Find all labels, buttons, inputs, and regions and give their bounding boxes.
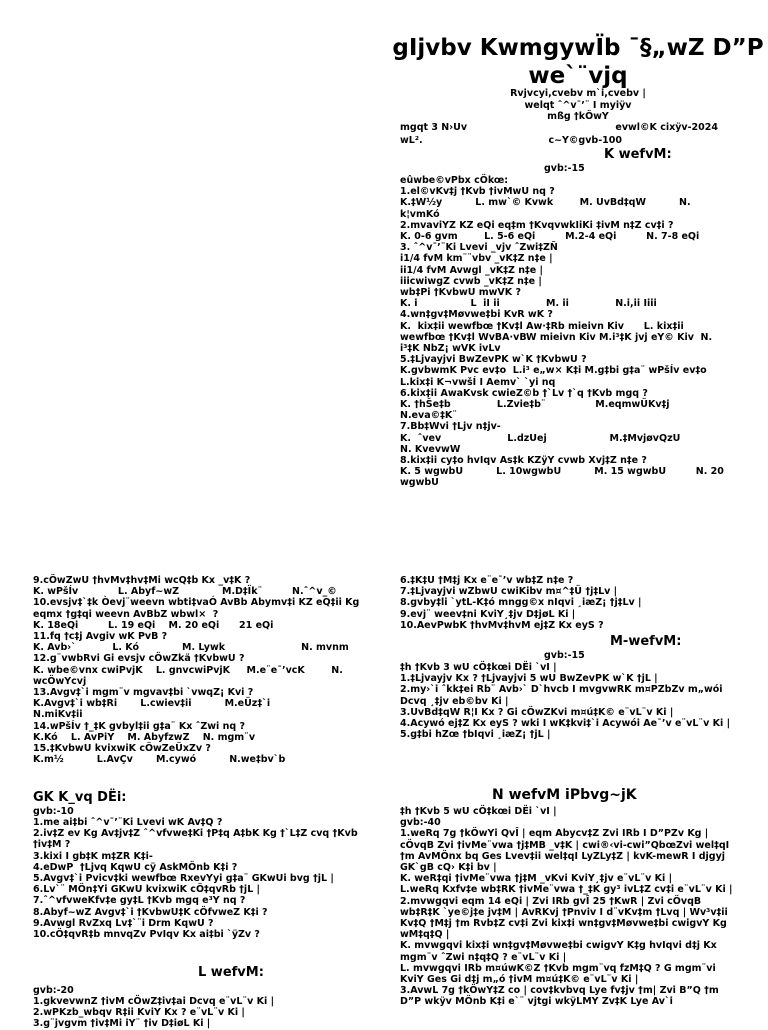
section-kha-heading: GK K_vq DËi: <box>33 790 127 805</box>
section-kha-questions: 1.me ai‡bi ˆ^v¯’¨Ki Lvevi wK Av‡Q ? 2.iv‡Z ev Kg Av‡jv‡Z ˆ^vfvwe‡Ki †P‡q A‡bK Kg †`L‡Z cvq †Kvb †iv‡M ? 3.kixi I gb‡K m‡ZR K‡i- 4.eDwP †Ljvq KqwU cÿ AskMÖnb K‡i ? 5.Avgv‡`i Pvicv‡ki wewfbœ RxevYyi g‡a¨ GKwUi bvg †jL | 6.Lv`¨ MÖn‡Yi GKwU kvixwiK cÖ‡qvRb †jL | 7.ˆ^vfvweKfv‡e gy‡L †Kvb mgq e³Y nq ? 8.Abyf~wZ Avgv‡`i †KvbwU‡K cÖfvweZ K‡i ? 9.Avwgl RvZxq Lv‡`¨i Drm KqwU ? 10.cÖ‡qvR‡b mnvqZv PvIqv Kx ai‡bi `ÿZv ? <box>33 817 358 941</box>
school-name: gIjvbv KwmgywÏb ¯§„wZ D”P we`¨vjq <box>392 35 764 89</box>
section-kha-marks: gvb:-10 <box>33 806 74 817</box>
address-line: Rvjvcyi,cvebv m`i,cvebv | <box>510 88 646 99</box>
meta-row-marks <box>400 135 718 146</box>
time-label: mgqt 3 N›Uv <box>400 122 468 133</box>
section-l-questions: 1.gkvevwnZ †ivM cÖwZ‡iv‡ai Dcvq e¨vL¨v Ki | 2.wPKzb_wbqv R‡ii KviY Kx ? e¨vL¨v Ki | 3.g¨jvgvm †iv‡Mi iY¨ †iv D‡iøL Ki | <box>33 996 275 1030</box>
section-k-continued-questions: 9.cÖwZwU †hvMv‡hv‡Mi wcQ‡b Kx _v‡K ? K. wPšÍv L. Abyf~wZ M.D‡Ïk¨ N.ˆ^v_© 10.evsjv‡`‡k Òevj¨weevn wbti‡vaÓ AvBb Abymv‡i KZ eQ‡ii Kg eqmx †g‡qi weevn AvBbZ wbwl× ? K. 18eQi L. 19 eQi M. 20 eQi 21 eQi 11.fq †c‡j Avgiv wK PvB ? K. Avb›` L. Kó M. Lywk N. mvnm 12.g¨vwbRvi Gi evsjv cÖwZkä †KvbwU ? K. wbe©vnx cwiPvjK L. gnvcwiPvjK M.e¨e¯’vcK N. wcÖwYcvj 13.Avgv‡`i mgm¨v mgvav‡bi `vwqZ¡ Kvi ? K.Avgv‡`i wb‡Ri L.cwiev‡ii M.eÜz‡`i N.miKv‡ii 14.wPšÍv †_‡K gvbyl‡ii g‡a¨ Kx ˆZwi nq ? K.Kó L. AvPiY M. AbyfzwZ N. mgm¨v 15.‡KvbwU kvixwiK cÖwZeÜxZv ? K.m½ L.AvÇv M.cywó N.we‡bv`b <box>33 575 360 766</box>
section-k-questions: eûwbe©vPbx cÖkœ: 1.el©vKv‡j †Kvb †ivMwU nq ? K.‡W½y L. mw`© Kvwk M. UvBd‡qW N. k¦vmKó 2.mvaviYZ KZ eQi eq‡m †KvqvwkIiKi ‡ivM n‡Z cv‡i ? K. 0-6 gvm L. 5-6 eQi M.2-4 eQi N. 7-8 eQi 3. ˆ^v¯’¨Ki Lvevi _vjv ˆZwi‡ZÑ i1/4 fvM km¨¨vbv _vK‡Z n‡e | ii1/4 fvM Avwgl _vK‡Z n‡e | iiicwiwgZ cvwb _vK‡Z n‡e | wb‡Pi †KvbwU mwVK ? K. i L iI ii M. ii N.i,ii Iiii 4.wn‡gv‡Møvwe‡bi KvR wK ? K. kix‡ii wewfbœ †Kv‡l Aw·‡Rb mieivn Kiv L. kix‡ii wewfbœ †Kv‡l WvBA·vBW mieivn Kiv M.i³‡K jvj eY© Kiv N. i³‡K NbZ¡ wVK ivLv 5.‡Ljvayjvi BwZevPK w`K †KvbwU ? K.gvbwmK Pvc ev‡o L.i³ e„w× K‡i M.g‡bi g‡a¨ wPšÍv ev‡o L.kix‡i K¬vwšÍ I Aemv` `yi nq 6.kix‡ii AwaKvsk cwieZ©b †`Lv †`q †Kvb mgq ? K. †hŠe‡b L.Zvie‡b¨ M.eqmwÜKv‡j N.eva©‡K¨ 7.Bb‡Wvi †Ljv n‡jv- K. ˆvev L.dzUej M.‡MvjøvQzU N. KvevwW 8.kix‡ii cy‡o hvIqv As‡k KZÿY cvwb Xvj‡Z n‡e ? K. 5 wgwbU L. 10wgwbU M. 15 wgwbU N. 20 wgwbU <box>400 175 724 489</box>
section-l-marks: gvb:-20 <box>33 985 74 996</box>
class-line: mßg †kÖwY <box>547 111 609 122</box>
exam-name: evwl©K cixÿv-2024 <box>615 122 718 133</box>
meta-row-time <box>400 122 718 133</box>
section-k-marks: gvb:-15 <box>544 163 585 174</box>
section-n-questions: ‡h †Kvb 5 wU cÖ‡kœi DËi `vI | gvb:-40 1.weRq 7g †kÖwYi QvÎ | eqm Abycv‡Z Zvi IRb I D”PZv Kg | cÖvqB Zvi †ivMe¨vwa †j‡MB _v‡K | cwi®‹vi-cwi”QbœZvi wel‡qI †m AvMÖnx bq Ges Lvev‡ii wel‡qI LyZLy‡Z | kvK-mewR I djgyj GK`gB cQ› K‡i bv | K. weR‡qi †ivMe¨vwa †j‡M _vKvi KviY¸‡jv e¨vL¨v Ki | L.weRq Kxfv‡e wb‡RK †ivMe¨vwa †_‡K gy³ ivL‡Z cv‡i e¨vL¨v Ki | 2.mvwgqvi eqm 14 eQi | Zvi IRb gvÎ 25 †KwR | Zvi cÖvqB wb‡R‡K `ye©j‡e jv‡M | AvRKvj †Pnviv I d¨vKv‡m †Lvq | Wv³v‡ii Kv‡Q †M‡j †m Rvb‡Z cv‡i Zvi kix‡i wn‡gv‡Møvwe‡bi cwigvY Kg wM‡q‡Q | K. mvwgqvi kix‡i wn‡gv‡Møvwe‡bi cwigvY K‡g hvIqvi d‡j Kx mgm¨v ˆZwi n‡q‡Q ? e¨vL¨v Ki | L. mvwgqvi IRb m¤úwK©Z †Kvb mgm¨vq fzM‡Q ? G mgm¨vi KviY Ges Gi d‡j m„ó †ivM m¤ú‡K© e¨vL¨v Ki | 3.AvwL 7g †kÖwY‡Z co | cov‡kvbvq Lye fv‡jv †m| Zvi B”Q †m D”P wkÿv MÖnb K‡i e`¨ vjtgi wkÿLMY Zv‡K Lye Av`i <box>400 806 733 1008</box>
section-n-heading: N wefvM iPbvg~jK <box>492 787 637 803</box>
section-m-marks: gvb:-15 <box>544 650 585 661</box>
subject-line: welqt ˆ^v¯’¨ I myiÿv <box>524 99 632 111</box>
section-l-heading: L wefvM: <box>198 965 264 980</box>
exam-subtitle <box>392 88 764 123</box>
section-m-questions: ‡h †Kvb 3 wU cÖ‡kœi DËi `vI | 1.‡Ljvayjv Kx ? †Ljvayjvi 5 wU BwZevPK w`K †jL | 2.my›`i ˆkk‡ei Rb¨ Avb›` D`hvcb I mvgvwRK m¤PZbZv m„wói Dcvq ¸‡jv eb©bv Ki | 3.UvBd‡qW R¦I Kx ? Gi cÖwZKvi m¤ú‡K© e¨vL¨v Ki | 4.Acywó ej‡Z Kx eyS ? wki I wK‡kvi‡`i Acywói Ae¯’v e¨vL¨v Ki | 5.g‡bi hZœ †bIqvi ¸iæZ¡ †jL | <box>400 662 731 741</box>
set-label: wL². <box>400 135 423 146</box>
full-marks: c~Y©gvb-100 <box>548 135 622 146</box>
section-kha-continued-questions: 6.‡K‡U †M‡j Kx e¨e¯’v wb‡Z n‡e ? 7.‡Ljvayjvi wZbwU cwiKibv m¤^‡Ü †j‡Lv | 8.gvby‡li `ytL-K‡ó mngg©x nIqvi ¸iæZ¡ †j‡Lv | 9.evj¨ weev‡ni KviY¸‡jv D‡jøL Ki | 10.AevPwbK †hvMv‡hvM ej‡Z Kx eyS ? <box>400 575 642 631</box>
section-k-heading: K wefvM: <box>604 147 672 162</box>
section-m-heading: M-wefvM: <box>610 634 682 649</box>
